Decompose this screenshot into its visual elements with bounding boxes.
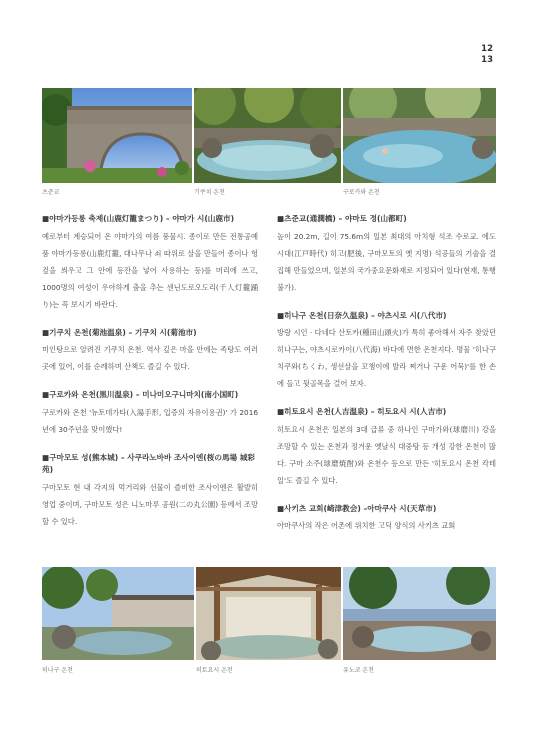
article-section — [42, 213, 258, 313]
section-text: 방랑 시인 · 다네다 산토카(種田山頭火)가 특히 좋아해서 자주 찾았던 히나구는, 야츠시로카이(八代海) 바다에 면한 온천지다. 명물 '히나구 치쿠와(ちくわ, 생선살을 꼬챙이에 발라 쪄거나 구운 어묵)'를 한 손에 들고 뒷골목을 걸어 보자. — [277, 328, 496, 388]
section-heading: ■구로카와 온천(黒川温泉) – 미나미오구니마치(南小国町) — [42, 390, 239, 399]
photo-kikuchi-onsen — [194, 88, 341, 183]
photo-caption: 유노코 온천 — [343, 667, 374, 674]
section-heading: ■기쿠치 온천(菊池温泉) – 기쿠치 시(菊池市) — [42, 327, 197, 337]
photo-kurokawa-onsen — [343, 88, 496, 183]
section-text: 히토요시 온천은 일본의 3대 급류 중 하나인 구마가와(球磨川) 강을 조망할 수 있는 온천과 정겨운 옛날식 대중탕 등 개성 강한 온천이 많다. 구마 소주(球磨焼酎)와 온천수 등으로 만든 '히토요시 온천 칵테일'도 즐길 수 있다. — [277, 424, 496, 485]
section-text: 아마쿠사의 작은 어촌에 위치한 고딕 양식의 사키츠 교회 — [277, 521, 456, 530]
article-section — [277, 213, 496, 296]
page-number-left: 12 — [481, 44, 493, 54]
section-heading: ■츠준교(通潤橋) – 야마토 정(山都町) — [277, 214, 407, 223]
photo-tsujunkyo-bridge — [42, 88, 192, 183]
hitoyoshi-photo-image — [196, 567, 341, 660]
section-heading: ■사키츠 교회(崎津教会) –아마쿠사 시(天草市) — [277, 503, 437, 513]
section-heading: ■야마가등롱 축제(山鹿灯籠まつり) – 야마가 시(山鹿市) — [42, 214, 235, 223]
photo-caption: 히나구 온천 — [42, 667, 73, 674]
section-text: 구마모토 현 내 각지의 먹거리와 선물이 즐비한 조사이엔은 활발히 영업 중이며, 구마모토 성은 니노마루 공원(二の丸公園) 등에서 조망할 수 있다. — [42, 482, 258, 526]
photo-caption: 히토요시 온천 — [196, 667, 233, 674]
section-heading: ■구마모토 성(熊本城) – 사쿠라노바바 조사이엔(桜の馬場 城彩苑) — [42, 452, 255, 474]
article-section — [42, 452, 258, 530]
photo-caption: 기쿠치 온천 — [194, 189, 225, 196]
article-section — [277, 503, 496, 535]
right-column — [277, 213, 496, 548]
kikuchi-photo-image — [194, 88, 341, 183]
section-text: 높이 20.2m, 길이 75.6m의 일본 최대의 아치형 석조 수로교. 에도시대(江戸時代) 히고(肥後, 구마모토의 옛 지명) 석공들의 기술을 결집해 만들었으며, 일본의 국가중요문화재로 지정되어 있다(현재, 통행 불가). — [277, 231, 496, 292]
photo-hinagu-onsen — [42, 567, 194, 660]
left-column — [42, 213, 258, 544]
yunoko-photo-image — [343, 567, 496, 660]
bridge-photo-image — [42, 88, 192, 183]
section-text: 예로부터 계승되어 온 야마가의 여름 풍물시. 종이로 만든 전통공예품 야마가등롱(山鹿灯籠, 대나무나 쇠 따위로 살을 만들어 종이나 헝겊을 씌우고 그 안에 등잔을 넣어 사용하는 등)를 머리에 쓰고, 1000명의 여성이 우아하게 춤을 추는 센닌도로오도리(千人灯籠踊り)는 꼭 보시기 바란다. — [42, 231, 258, 309]
article-section — [277, 310, 496, 393]
article-section — [42, 389, 258, 438]
photo-caption: 츠준교 — [42, 189, 60, 196]
section-text: 구로카와 온천 '뉴토데가타(入湯手形, 입증의 자유이용권)' 가 2016년에 30주년을 맞이했다! — [42, 407, 258, 434]
page-number-right: 13 — [481, 55, 493, 65]
section-heading: ■히토요시 온천(人吉温泉) – 히토요시 시(人吉市) — [277, 407, 447, 416]
page-numbers — [481, 44, 493, 66]
photo-hitoyoshi-onsen — [196, 567, 341, 660]
kurokawa-photo-image — [343, 88, 496, 183]
photo-yunoko-onsen — [343, 567, 496, 660]
section-text: 미인탕으로 알려진 기쿠치 온천. 역사 깊은 마을 안에는 족탕도 여러 곳에 있어, 이를 순례하며 산책도 즐길 수 있다. — [42, 345, 258, 371]
article-section — [42, 327, 258, 376]
section-heading: ■히나구 온천(日奈久温泉) – 야츠시로 시(八代市) — [277, 310, 447, 320]
photo-caption: 구로카와 온천 — [343, 189, 380, 196]
article-section — [277, 406, 496, 489]
hinagu-photo-image — [42, 567, 194, 660]
